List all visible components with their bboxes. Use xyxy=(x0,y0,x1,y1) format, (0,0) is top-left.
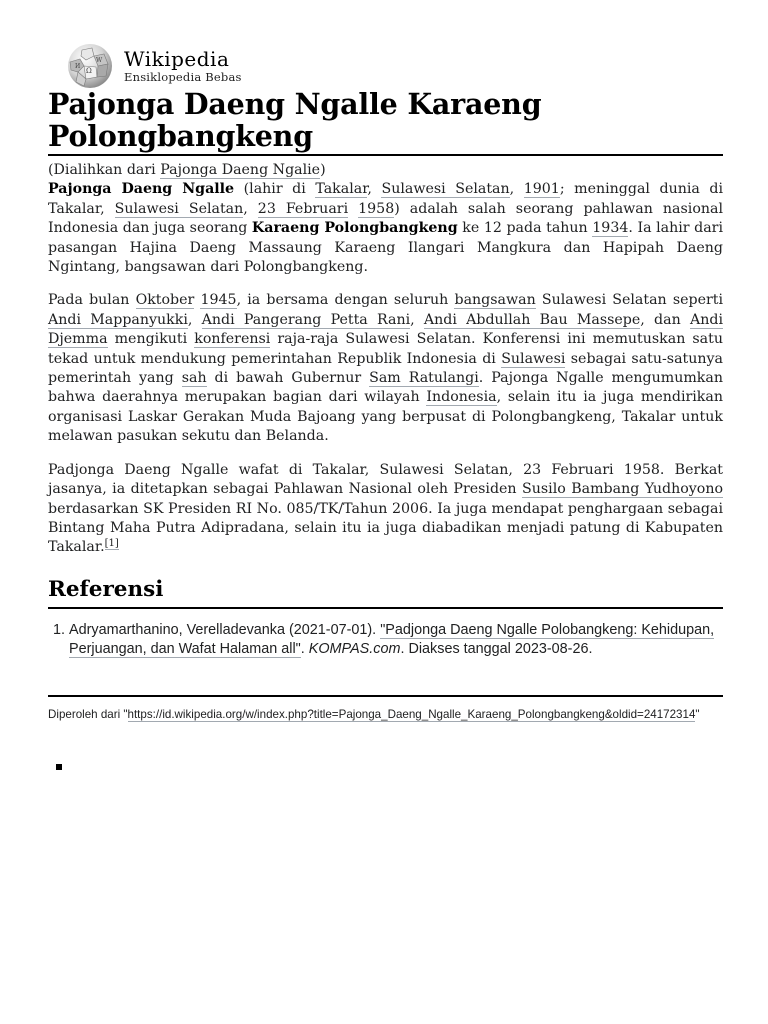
site-header xyxy=(66,42,242,90)
article-body xyxy=(48,161,723,572)
list-bullet xyxy=(56,764,62,770)
site-title: Wikipedia xyxy=(124,47,230,71)
link-1901[interactable]: 1901 xyxy=(523,181,560,198)
paragraph-2 xyxy=(48,291,723,446)
reference-publisher: KOMPAS.com xyxy=(308,641,401,657)
text: ke 12 pada tahun xyxy=(457,220,593,237)
site-tagline: Ensiklopedia Bebas xyxy=(124,70,242,84)
link-susilo-bambang-yudhoyono[interactable]: Susilo Bambang Yudhoyono xyxy=(522,481,723,498)
text: sebagai satu-satunya pemerintah yang xyxy=(48,350,723,387)
redirect-suffix: ) xyxy=(320,162,326,178)
redirect-link[interactable]: Pajonga Daeng Ngalie xyxy=(160,162,321,178)
link-oktober[interactable]: Oktober xyxy=(135,292,195,309)
text: raja-raja Sulawesi Selatan. Konferensi ini memutuskan satu tekad untuk mendukung pemerintahan Republik Indonesia di xyxy=(48,331,723,367)
text: , dan xyxy=(640,311,690,328)
wikipedia-globe-icon[interactable] xyxy=(66,42,114,90)
text: berdasarkan SK Presiden RI No. 085/TK/Tahun 2006. Ia juga mendapat penghargaan sebagai Bintang Maha Putra Adipradana, selain itu ia juga diabadikan menjadi patung di Kabupaten Takalar. xyxy=(48,500,723,556)
title-bold: Karaeng Polongbangkeng xyxy=(251,220,458,237)
text: . xyxy=(300,641,309,657)
link-takalar[interactable]: Takalar xyxy=(315,181,368,198)
text: , xyxy=(509,181,524,198)
reference-authors: Adryamarthanino, Verelladevanka (2021-07-01). xyxy=(69,622,381,638)
text: Sulawesi Selatan seperti xyxy=(535,292,723,309)
link-23-februari[interactable]: 23 Februari xyxy=(257,200,349,217)
text: (lahir di xyxy=(234,181,316,198)
page-title: Pajonga Daeng Ngalle Karaeng Polongbangkeng xyxy=(48,88,723,156)
link-1945[interactable]: 1945 xyxy=(200,292,237,309)
text: mengikuti xyxy=(107,331,195,348)
text xyxy=(348,201,358,217)
link-konferensi[interactable]: konferensi xyxy=(194,331,271,348)
text: Pada bulan xyxy=(48,292,136,309)
link-1958[interactable]: 1958 xyxy=(358,200,395,217)
svg-text:Ω: Ω xyxy=(86,67,92,75)
link-andi-pangerang-petta-rani[interactable]: Andi Pangerang Petta Rani xyxy=(201,311,411,328)
references-heading: Referensi xyxy=(48,576,723,609)
link-sah[interactable]: sah xyxy=(181,370,207,387)
text: , xyxy=(243,200,258,217)
link-1934[interactable]: 1934 xyxy=(592,220,629,237)
link-sam-ratulangi[interactable]: Sam Ratulangi xyxy=(369,370,479,387)
retrieved-link[interactable]: https://id.wikipedia.org/w/index.php?title=Pajonga_Daeng_Ngalle_Karaeng_Polongbangkeng&oldid=24172314 xyxy=(127,708,696,721)
retrieved-suffix: " xyxy=(695,708,700,721)
text: , xyxy=(410,311,424,328)
text: , ia bersama dengan seluruh xyxy=(236,292,455,309)
paragraph-1 xyxy=(48,180,723,277)
reference-title-link[interactable]: "Padjonga Daeng Ngalle Polobangkeng: Kehidupan, Perjuangan, dan Wafat Halaman all" xyxy=(69,622,715,657)
reference-accessed: . Diakses tanggal 2023-08-26. xyxy=(400,641,593,657)
retrieved-from xyxy=(48,707,723,722)
text: . Pajonga Ngalle mengumumkan bahwa daerahnya merupakan bagian dari wilayah xyxy=(48,370,723,406)
text: . Ia lahir dari pasangan Hajina Daeng Massaung Karaeng Ilangari Mangkura dan Hapipah Daeng Ngintang, bangsawan dari Polongbangkeng. xyxy=(48,220,723,276)
reference-list xyxy=(48,621,723,659)
text: , xyxy=(187,311,202,328)
text: , xyxy=(367,181,382,198)
wordmark[interactable] xyxy=(124,48,242,84)
reference-link-1[interactable]: [1] xyxy=(104,537,119,549)
paragraph-3 xyxy=(48,461,723,558)
link-sulawesi-selatan-2[interactable]: Sulawesi Selatan xyxy=(114,200,244,217)
redirect-notice xyxy=(48,161,723,180)
text: ; meninggal dunia di Takalar, xyxy=(48,181,724,217)
svg-text:W: W xyxy=(96,57,103,64)
svg-text:И: И xyxy=(75,63,81,70)
link-bangsawan[interactable]: bangsawan xyxy=(454,292,536,309)
link-andi-djemma[interactable]: Andi Djemma xyxy=(48,311,723,348)
link-sulawesi-selatan[interactable]: Sulawesi Selatan xyxy=(381,181,510,198)
footer-divider xyxy=(48,695,723,697)
link-sulawesi[interactable]: Sulawesi xyxy=(501,350,566,367)
link-andi-abdullah-bau-massepe[interactable]: Andi Abdullah Bau Massepe xyxy=(423,311,641,328)
subject-name: Pajonga Daeng Ngalle xyxy=(48,181,235,198)
redirect-prefix: (Dialihkan dari xyxy=(48,162,161,178)
link-andi-mappanyukki[interactable]: Andi Mappanyukki xyxy=(48,311,188,328)
retrieved-prefix: Diperoleh dari " xyxy=(48,708,128,721)
text: , selain itu ia juga mendirikan organisasi Laskar Gerakan Muda Bajoang yang berpusat di Polongbangkeng, Takalar untuk melawan pasukan sekutu dan Belanda. xyxy=(48,389,724,445)
reference-item xyxy=(69,621,723,659)
link-indonesia[interactable]: Indonesia xyxy=(426,389,497,406)
text: ) adalah salah seorang pahlawan nasional Indonesia dan juga seorang xyxy=(48,200,723,237)
text: Padjonga Daeng Ngalle wafat di Takalar, Sulawesi Selatan, 23 Februari 1958. Berkat jasanya, ia ditetapkan sebagai Pahlawan Nasional oleh Presiden xyxy=(48,461,723,498)
text: di bawah Gubernur xyxy=(206,370,370,387)
